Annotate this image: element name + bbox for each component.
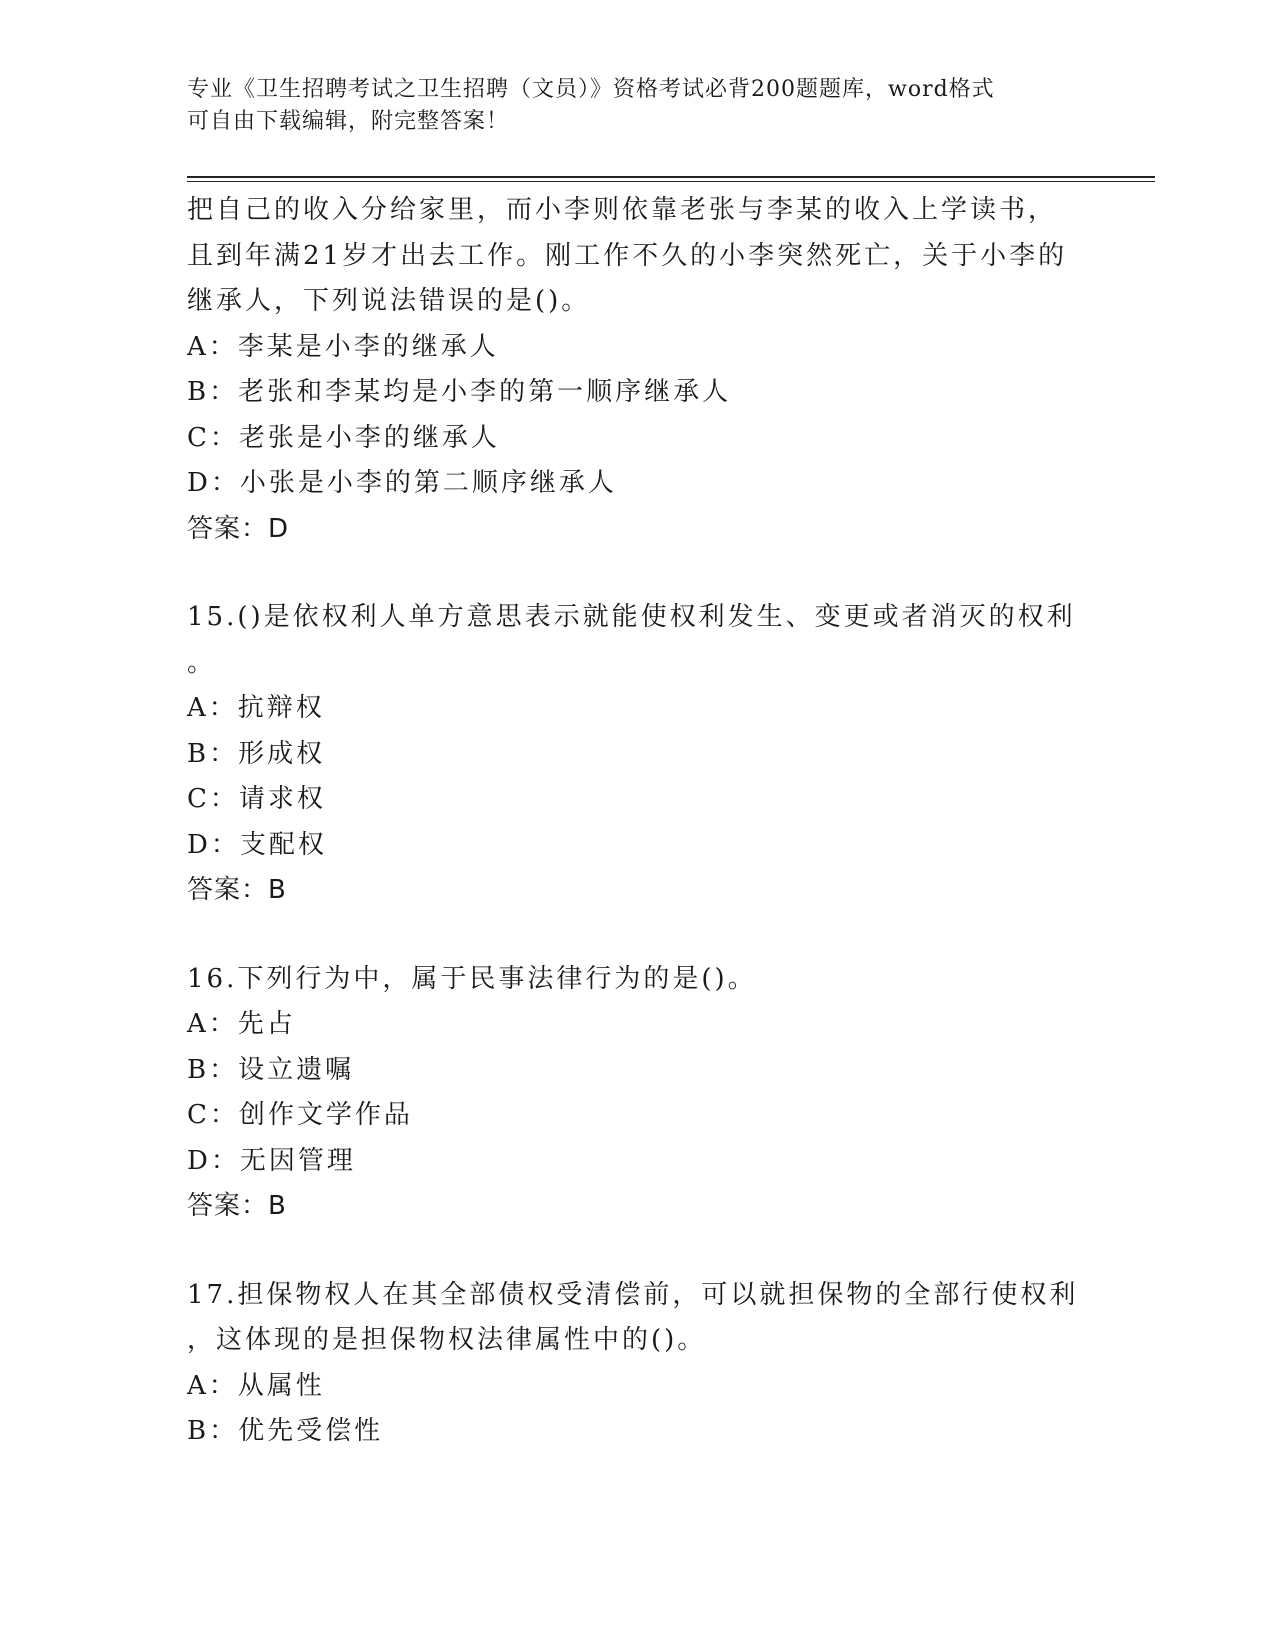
header-rule-thin: [187, 181, 1155, 182]
question-text-line: 16.下列行为中，属于民事法律行为的是()。: [187, 963, 757, 994]
option-a: A：抗辩权: [187, 693, 325, 723]
option-d: D：小张是小李的第二顺序继承人: [187, 468, 617, 498]
document-body: [187, 188, 1087, 1455]
question-text-line: 。: [187, 647, 217, 678]
option-b: B：形成权: [187, 738, 326, 769]
question-16: [187, 957, 1087, 1230]
option-b: B：优先受偿性: [187, 1416, 384, 1446]
question-text-line: 17.担保物权人在其全部债权受清偿前，可以就担保物的全部行使权利: [187, 1279, 1079, 1310]
option-a: A：李某是小李的继承人: [187, 331, 499, 362]
question-text-line: 且到年满21岁才出去工作。刚工作不久的小李突然死亡，关于小李的: [187, 240, 1068, 271]
question-spacer: [187, 1230, 1087, 1273]
question-text-line: 继承人，下列说法错误的是()。: [187, 286, 591, 316]
answer-line: 答案：B: [187, 1191, 287, 1221]
option-a: A：从属性: [187, 1370, 325, 1401]
question-text-line: 把自己的收入分给家里，而小李则依靠老张与李某的收入上学读书，: [187, 195, 1058, 225]
question-spacer: [187, 914, 1087, 957]
option-b: B：设立遗嘱: [187, 1054, 355, 1085]
option-d: D：无因管理: [187, 1145, 356, 1176]
option-a: A：先占: [187, 1009, 296, 1039]
question-spacer: [187, 552, 1087, 595]
question-text-line: ，这体现的是担保物权法律属性中的()。: [187, 1325, 707, 1355]
question-15: [187, 595, 1087, 914]
question-continued: [187, 188, 1087, 552]
question-text-line: 15.()是依权利人单方意思表示就能使权利发生、变更或者消灭的权利: [187, 602, 1076, 632]
option-b: B：老张和李某均是小李的第一顺序继承人: [187, 377, 732, 407]
header-rule-thick: [187, 176, 1155, 178]
question-17: [187, 1273, 1087, 1455]
header-line-2: 可自由下载编辑，附完整答案！: [187, 109, 510, 134]
answer-line: 答案：B: [187, 875, 287, 905]
option-c: C：创作文学作品: [187, 1100, 413, 1130]
option-c: C：老张是小李的继承人: [187, 422, 500, 453]
option-c: C：请求权: [187, 784, 326, 814]
header-line-1: 专业《卫生招聘考试之卫生招聘（文员）》资格考试必背200题题库，word格式: [187, 77, 995, 102]
answer-line: 答案：D: [187, 513, 290, 544]
option-d: D：支配权: [187, 829, 327, 860]
document-header: [187, 74, 1087, 138]
